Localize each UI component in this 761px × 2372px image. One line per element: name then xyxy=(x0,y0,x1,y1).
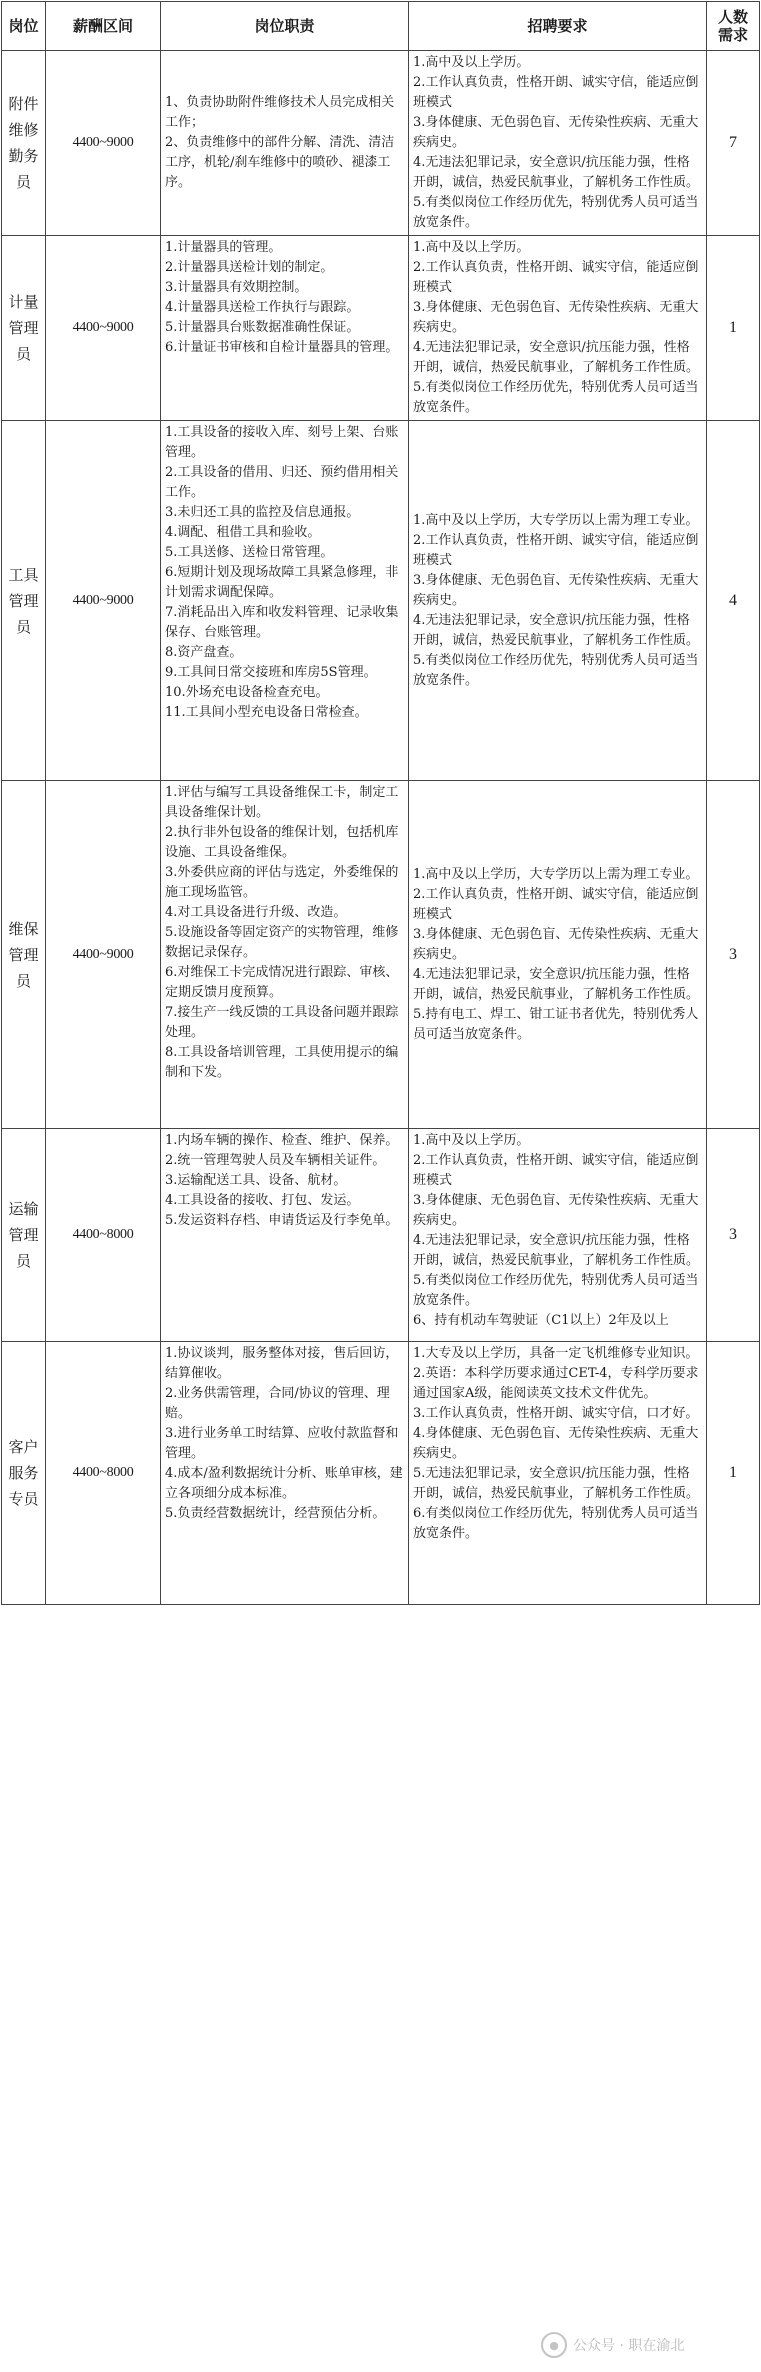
salary-cell: 4400~9000 xyxy=(46,421,161,781)
position-cell: 计量管理员 xyxy=(2,236,46,421)
duty-item: 1.协议谈判，服务整体对接，售后回访，结算催收。 xyxy=(165,1346,399,1381)
requirements-cell xyxy=(409,51,707,236)
requirement-item: 4.无违法犯罪记录，安全意识/抗压能力强，性格开朗，诚信，热爱民航事业，了解机务工作性质。 xyxy=(413,966,700,1002)
table-row xyxy=(2,781,760,1129)
duty-item: 2.执行非外包设备的维保计划，包括机库设施、工具设备维保。 xyxy=(165,825,399,860)
count-cell: 1 xyxy=(707,236,760,421)
salary-cell: 4400~8000 xyxy=(46,1342,161,1605)
requirement-item: 4.无违法犯罪记录，安全意识/抗压能力强，性格开朗，诚信，热爱民航事业，了解机务工作性质。 xyxy=(413,340,700,375)
header-requirements: 招聘要求 xyxy=(409,2,707,51)
duty-item: 1.评估与编写工具设备维保工卡，制定工具设备维保计划。 xyxy=(165,785,399,820)
count-cell: 3 xyxy=(707,781,760,1129)
requirement-item: 1.高中及以上学历。 xyxy=(413,55,530,70)
duty-item: 4.对工具设备进行升级、改造。 xyxy=(165,905,347,920)
header-salary: 薪酬区间 xyxy=(46,2,161,51)
duties-cell xyxy=(161,421,409,781)
requirement-item: 4.无违法犯罪记录，安全意识/抗压能力强，性格开朗，诚信，热爱民航事业，了解机务工作性质。 xyxy=(413,155,700,190)
requirement-item: 5.持有电工、焊工、钳工证书者优先，特别优秀人员可适当放宽条件。 xyxy=(413,1006,699,1042)
requirements-cell xyxy=(409,781,707,1129)
requirement-item: 3.工作认真负责，性格开朗、诚实守信，口才好。 xyxy=(413,1406,699,1421)
duty-item: 3.计量器具有效期控制。 xyxy=(165,280,308,295)
salary-cell: 4400~9000 xyxy=(46,236,161,421)
requirement-item: 4.无违法犯罪记录，安全意识/抗压能力强，性格开朗，诚信，热爱民航事业，了解机务工作性质。 xyxy=(413,1233,700,1268)
wechat-icon: ● xyxy=(541,2332,567,2358)
duties-cell xyxy=(161,1342,409,1605)
header-duties: 岗位职责 xyxy=(161,2,409,51)
requirement-item: 5.有类似岗位工作经历优先，特别优秀人员可适当放宽条件。 xyxy=(413,380,699,415)
requirement-item: 1.高中及以上学历，大专学历以上需为理工专业。 xyxy=(413,866,699,882)
table-row xyxy=(2,1342,760,1605)
requirement-item: 3.身体健康、无色弱色盲、无传染性疾病、无重大疾病史。 xyxy=(413,300,699,335)
duty-item: 4.成本/盈利数据统计分析、账单审核，建立各项细分成本标准。 xyxy=(165,1466,403,1501)
duty-item: 1、负责协助附件维修技术人员完成相关工作； xyxy=(165,95,395,130)
duty-item: 3.未归还工具的监控及信息通报。 xyxy=(165,505,360,520)
duty-item: 5.负责经营数据统计，经营预估分析。 xyxy=(165,1506,386,1521)
duty-item: 6.短期计划及现场故障工具紧急修理，非计划需求调配保障。 xyxy=(165,565,399,600)
table-row xyxy=(2,421,760,781)
duty-item: 1.内场车辆的操作、检查、维护、保养。 xyxy=(165,1133,399,1148)
duty-item: 4.计量器具送检工作执行与跟踪。 xyxy=(165,300,360,315)
requirement-item: 1.高中及以上学历。 xyxy=(413,240,530,255)
requirement-item: 5.有类似岗位工作经历优先，特别优秀人员可适当放宽条件。 xyxy=(413,1273,699,1308)
recruitment-table xyxy=(1,1,760,1605)
duty-item: 2.统一管理驾驶人员及车辆相关证件。 xyxy=(165,1153,386,1168)
duty-item: 3.进行业务单工时结算、应收付款监督和管理。 xyxy=(165,1426,399,1461)
watermark-text: 公众号 · 职在渝北 xyxy=(573,2338,685,2354)
salary-cell: 4400~8000 xyxy=(46,1129,161,1342)
table-row xyxy=(2,51,760,236)
requirement-item: 6.有类似岗位工作经历优先，特别优秀人员可适当放宽条件。 xyxy=(413,1506,699,1541)
duty-item: 3.运输配送工具、设备、航材。 xyxy=(165,1173,347,1188)
duty-item: 6.对维保工卡完成情况进行跟踪、审核、定期反馈月度预算。 xyxy=(165,965,399,1000)
duties-cell xyxy=(161,781,409,1129)
salary-cell: 4400~9000 xyxy=(46,51,161,236)
count-cell: 7 xyxy=(707,51,760,236)
requirement-item: 3.身体健康、无色弱色盲、无传染性疾病、无重大疾病史。 xyxy=(413,926,699,962)
duties-cell xyxy=(161,51,409,236)
duties-cell xyxy=(161,1129,409,1342)
requirement-item: 2.工作认真负责，性格开朗、诚实守信，能适应倒班模式 xyxy=(413,75,699,110)
position-cell: 客户服务专员 xyxy=(2,1342,46,1605)
requirement-item: 3.身体健康、无色弱色盲、无传染性疾病、无重大疾病史。 xyxy=(413,115,699,150)
duty-item: 5.发运资料存档、申请货运及行李免单。 xyxy=(165,1213,399,1228)
requirement-item: 3.身体健康、无色弱色盲、无传染性疾病、无重大疾病史。 xyxy=(413,1193,699,1228)
requirement-item: 4.无违法犯罪记录，安全意识/抗压能力强，性格开朗，诚信，热爱民航事业，了解机务工作性质。 xyxy=(413,612,700,648)
requirement-item: 6、持有机动车驾驶证（C1以上）2年及以上 xyxy=(413,1313,669,1328)
requirement-item: 4.身体健康、无色弱色盲、无传染性疾病、无重大疾病史。 xyxy=(413,1426,699,1461)
count-cell: 3 xyxy=(707,1129,760,1342)
count-cell: 1 xyxy=(707,1342,760,1605)
requirement-item: 2.工作认真负责，性格开朗、诚实守信，能适应倒班模式 xyxy=(413,1153,699,1188)
requirement-item: 2.工作认真负责，性格开朗、诚实守信，能适应倒班模式 xyxy=(413,260,699,295)
requirement-item: 2.工作认真负责，性格开朗、诚实守信，能适应倒班模式 xyxy=(413,532,699,568)
requirement-item: 1.高中及以上学历，大专学历以上需为理工专业。 xyxy=(413,512,699,528)
requirement-item: 1.高中及以上学历。 xyxy=(413,1133,530,1148)
requirement-item: 2.工作认真负责，性格开朗、诚实守信，能适应倒班模式 xyxy=(413,886,699,922)
duty-item: 3.外委供应商的评估与选定，外委维保的施工现场监管。 xyxy=(165,865,399,900)
duty-item: 1.计量器具的管理。 xyxy=(165,240,282,255)
duty-item: 4.调配、租借工具和验收。 xyxy=(165,525,321,540)
requirements-cell xyxy=(409,236,707,421)
duty-item: 7.消耗品出入库和收发料管理、记录收集保存、台账管理。 xyxy=(165,605,399,640)
count-cell: 4 xyxy=(707,421,760,781)
header-count: 人数需求 xyxy=(707,2,760,51)
duty-item: 4.工具设备的接收、打包、发运。 xyxy=(165,1193,360,1208)
requirement-item: 5.有类似岗位工作经历优先，特别优秀人员可适当放宽条件。 xyxy=(413,652,699,688)
duty-item: 8.工具设备培训管理，工具使用提示的编制和下发。 xyxy=(165,1045,399,1080)
requirement-item: 5.无违法犯罪记录，安全意识/抗压能力强，性格开朗，诚信，热爱民航事业，了解机务工作性质。 xyxy=(413,1466,700,1501)
duty-item: 6.计量证书审核和自检计量器具的管理。 xyxy=(165,340,399,355)
duty-item: 5.计量器具台账数据准确性保证。 xyxy=(165,320,360,335)
position-cell: 运输管理员 xyxy=(2,1129,46,1342)
requirement-item: 5.有类似岗位工作经历优先，特别优秀人员可适当放宽条件。 xyxy=(413,195,699,230)
position-cell: 维保管理员 xyxy=(2,781,46,1129)
duty-item: 5.设施设备等固定资产的实物管理，维修数据记录保存。 xyxy=(165,925,399,960)
duty-item: 2.计量器具送检计划的制定。 xyxy=(165,260,334,275)
requirements-cell xyxy=(409,1342,707,1605)
requirements-cell xyxy=(409,421,707,781)
table-body xyxy=(2,51,760,1605)
salary-cell: 4400~9000 xyxy=(46,781,161,1129)
requirement-item: 2.英语：本科学历要求通过CET-4，专科学历要求通过国家A级，能阅读英文技术文件优先。 xyxy=(413,1366,699,1401)
position-cell: 工具管理员 xyxy=(2,421,46,781)
duties-cell xyxy=(161,236,409,421)
watermark xyxy=(541,2332,684,2358)
duty-item: 9.工具间日常交接班和库房5S管理。 xyxy=(165,665,377,680)
table-row xyxy=(2,236,760,421)
duty-item: 2.工具设备的借用、归还、预约借用相关工作。 xyxy=(165,465,399,500)
header-position: 岗位 xyxy=(2,2,46,51)
duty-item: 7.接生产一线反馈的工具设备问题并跟踪处理。 xyxy=(165,1005,399,1040)
table-row xyxy=(2,1129,760,1342)
requirements-cell xyxy=(409,1129,707,1342)
position-cell: 附件维修勤务员 xyxy=(2,51,46,236)
duty-item: 2、负责维修中的部件分解、清洗、清洁工序，机轮/刹车维修中的喷砂、褪漆工序。 xyxy=(165,135,395,190)
duty-item: 8.资产盘查。 xyxy=(165,645,243,660)
requirement-item: 3.身体健康、无色弱色盲、无传染性疾病、无重大疾病史。 xyxy=(413,572,699,608)
table-header-row xyxy=(2,2,760,51)
duty-item: 5.工具送修、送检日常管理。 xyxy=(165,545,334,560)
duty-item: 11.工具间小型充电设备日常检查。 xyxy=(165,705,368,720)
duty-item: 1.工具设备的接收入库、刻号上架、台账管理。 xyxy=(165,425,399,460)
duty-item: 2.业务供需管理，合同/协议的管理、理赔。 xyxy=(165,1386,390,1421)
duty-item: 10.外场充电设备检查充电。 xyxy=(165,685,329,700)
requirement-item: 1.大专及以上学历，具备一定飞机维修专业知识。 xyxy=(413,1346,699,1361)
